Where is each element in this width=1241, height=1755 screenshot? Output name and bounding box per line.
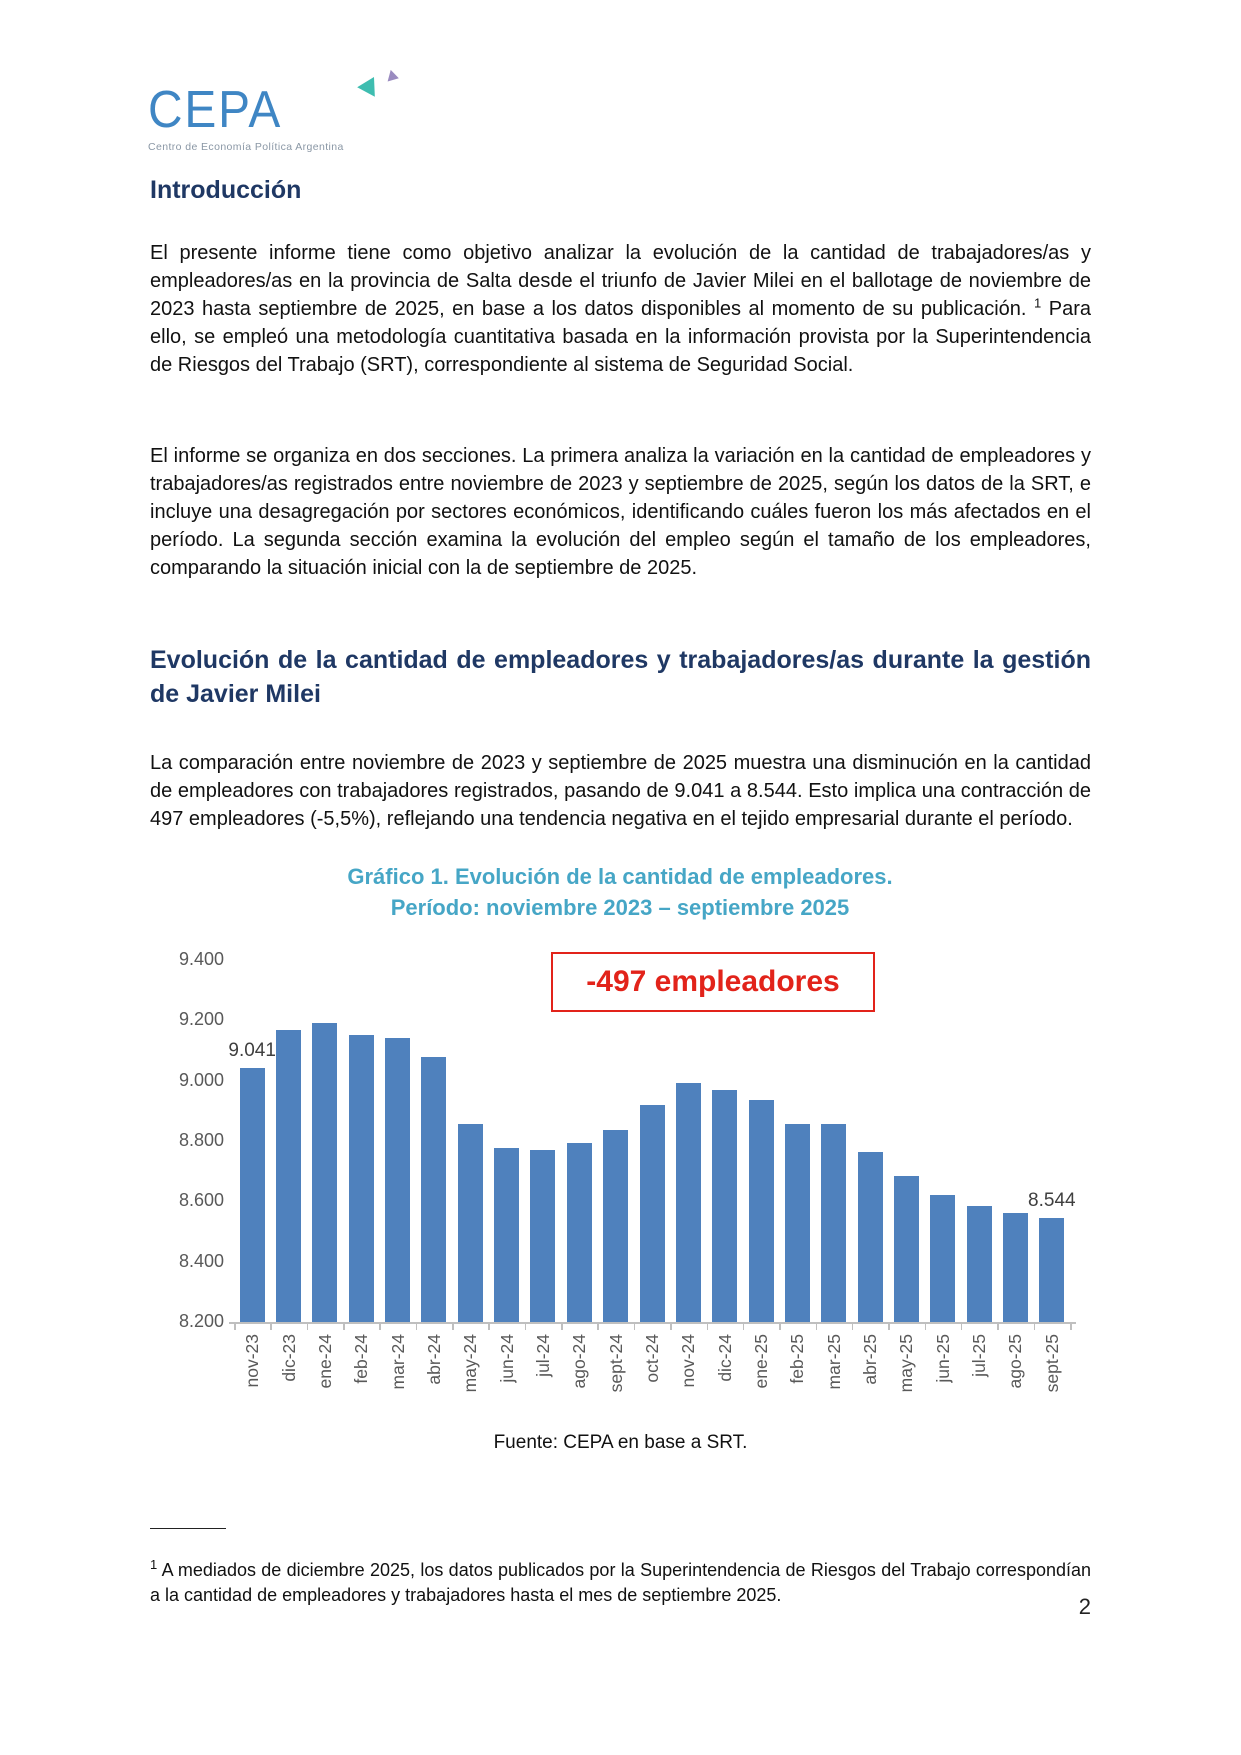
bar-jul-24 — [530, 1150, 555, 1322]
x-axis-tick — [452, 1324, 454, 1330]
footnote — [150, 1558, 1091, 1608]
x-axis-tick — [634, 1324, 636, 1330]
x-axis-label: dic-23 — [278, 1334, 299, 1382]
bar-jun-24 — [494, 1148, 519, 1322]
x-axis-label: jul-25 — [969, 1334, 990, 1377]
x-axis-label: abr-25 — [860, 1334, 881, 1385]
x-axis-label: ene-24 — [314, 1334, 335, 1389]
bar-ago-25 — [1003, 1213, 1028, 1322]
x-axis-tick — [270, 1324, 272, 1330]
x-axis-tick — [779, 1324, 781, 1330]
x-axis-tick — [888, 1324, 890, 1330]
bar-nov-23 — [240, 1068, 265, 1322]
x-axis-tick — [561, 1324, 563, 1330]
cepa-logo — [148, 81, 448, 153]
footnote-number: 1 — [150, 1557, 158, 1572]
footnote-reference: 1 — [1034, 295, 1042, 311]
intro-paragraph-1 — [150, 239, 1091, 379]
x-axis-label: feb-25 — [787, 1334, 808, 1384]
x-axis-tick — [1034, 1324, 1036, 1330]
x-axis-tick — [1070, 1324, 1072, 1330]
bar-feb-24 — [349, 1035, 374, 1322]
x-axis-tick — [743, 1324, 745, 1330]
page-number: 2 — [1078, 1594, 1091, 1619]
x-axis-label: ene-25 — [751, 1334, 772, 1389]
bar-ene-24 — [312, 1023, 337, 1322]
x-axis-label: abr-24 — [423, 1334, 444, 1385]
x-axis-line — [229, 1322, 1076, 1324]
footnote-text: A mediados de diciembre 2025, los datos publicados por la Superintendencia de Riesgos del Trabajo correspondían a la cantidad de empleadores y trabajadores hasta el mes de septiembre 2025. — [150, 1560, 1092, 1605]
chart-title — [170, 861, 1070, 923]
x-axis-tick — [379, 1324, 381, 1330]
bar-oct-24 — [640, 1105, 665, 1322]
y-axis-tick-label: 9.200 — [178, 1009, 224, 1030]
bar-value-label: 9.041 — [228, 1040, 276, 1062]
chart-source: Fuente: CEPA en base a SRT. — [493, 1432, 748, 1453]
bar-abr-25 — [858, 1152, 883, 1322]
x-axis-tick — [852, 1324, 854, 1330]
x-axis-label: feb-24 — [351, 1334, 372, 1384]
x-axis-label: ago-24 — [569, 1334, 590, 1389]
x-axis-tick — [525, 1324, 527, 1330]
section-paragraph-1: La comparación entre noviembre de 2023 y septiembre de 2025 muestra una disminución en la cantidad de empleadores con trabajadores registrados, pasando de 9.041 a 8.544. Esto implica una contracción de 497 empleadores (-5,5%), reflejando una tendencia negativa en el tejido empresarial durante el período. — [150, 752, 1091, 830]
y-axis-tick-label: 8.200 — [178, 1311, 224, 1331]
x-axis-label: jun-25 — [932, 1334, 953, 1383]
x-axis-tick — [997, 1324, 999, 1330]
x-axis-tick — [234, 1324, 236, 1330]
bar-value-label: 8.544 — [1028, 1190, 1076, 1212]
x-axis-tick — [597, 1324, 599, 1330]
x-axis-label: jun-24 — [496, 1334, 517, 1383]
chart-title-line2: Período: noviembre 2023 – septiembre 2025 — [390, 895, 850, 920]
section-heading: Evolución de la cantidad de empleadores y trabajadores/as durante la gestión de Javier Milei — [150, 646, 1091, 708]
bar-jun-25 — [930, 1195, 955, 1322]
bar-sept-25 — [1039, 1218, 1064, 1322]
bar-dic-24 — [712, 1090, 737, 1322]
chart-annotation: -497 empleadores — [551, 952, 875, 1012]
x-axis-tick — [307, 1324, 309, 1330]
x-axis-tick — [416, 1324, 418, 1330]
x-axis-label: may-24 — [460, 1334, 481, 1393]
logo-tagline: Centro de Economía Política Argentina — [148, 141, 344, 153]
bar-nov-24 — [676, 1083, 701, 1322]
bar-ago-24 — [567, 1143, 592, 1322]
employers-bar-chart — [150, 940, 1091, 1430]
bar-may-24 — [458, 1124, 483, 1322]
x-axis-label: mar-25 — [823, 1334, 844, 1390]
chart-plot-area — [150, 940, 1091, 1430]
x-axis-label: mar-24 — [387, 1334, 408, 1390]
bar-mar-24 — [385, 1038, 410, 1322]
bar-dic-23 — [276, 1030, 301, 1322]
intro-paragraph-2: El informe se organiza en dos secciones. La primera analiza la variación en la cantidad de empleadores y trabajadores/as registrados entre noviembre de 2023 y septiembre de 2025, según los datos de la SRT, e incluye una desagregación por sectores económicos, identificando cuáles fueron los más afectados en el período. La segunda sección examina la evolución del empleo según el tamaño de los empleadores, comparando la situación inicial con la de septiembre de 2025. — [150, 445, 1091, 579]
x-axis-label: jul-24 — [532, 1334, 553, 1377]
x-axis-label: nov-23 — [242, 1334, 263, 1388]
y-axis-tick-label: 9.400 — [178, 949, 224, 969]
x-axis-label: dic-24 — [714, 1334, 735, 1382]
x-axis-tick — [488, 1324, 490, 1330]
bar-jul-25 — [967, 1206, 992, 1322]
intro-paragraph-1-text: El presente informe tiene como objetivo analizar la evolución de la cantidad de trabajadores/as y empleadores/as en la provincia de Salta desde el triunfo de Javier Milei en el ballotage de noviembre de 2023 hasta septiembre de 2025, en base a los datos disponibles al momento de su publicación. — [150, 242, 1091, 320]
logo-wordmark: CEPA — [148, 81, 283, 139]
bar-sept-24 — [603, 1130, 628, 1322]
x-axis-tick — [670, 1324, 672, 1330]
y-axis-tick-label: 8.800 — [178, 1130, 224, 1150]
y-axis-tick-label: 8.600 — [178, 1190, 224, 1211]
x-axis-label: oct-24 — [642, 1334, 662, 1383]
bar-ene-25 — [749, 1100, 774, 1322]
y-axis-tick-label: 8.400 — [178, 1250, 224, 1271]
x-axis-tick — [816, 1324, 818, 1330]
chart-title-line1: Gráfico 1. Evolución de la cantidad de empleadores. — [347, 864, 893, 889]
intro-heading: Introducción — [150, 176, 302, 204]
bar-abr-24 — [421, 1057, 446, 1322]
x-axis-label: nov-24 — [678, 1334, 699, 1388]
bar-may-25 — [894, 1176, 919, 1322]
x-axis-label: ago-25 — [1005, 1334, 1026, 1389]
x-axis-tick — [343, 1324, 345, 1330]
intro-paragraph-1-continuation: Para ello, se empleó una metodología cuantitativa basada en la información provista por la Superintendencia de Riesgos del Trabajo (SRT), correspondiente al sistema de Seguridad Social. — [150, 298, 1091, 376]
x-axis-tick — [925, 1324, 927, 1330]
y-axis-tick-label: 9.000 — [178, 1069, 224, 1090]
x-axis-tick — [961, 1324, 963, 1330]
logo-small-triangle-icon — [388, 70, 401, 84]
footnote-separator — [150, 1528, 226, 1529]
x-axis-tick — [707, 1324, 709, 1330]
bar-mar-25 — [821, 1124, 846, 1322]
x-axis-label: may-25 — [896, 1334, 917, 1393]
x-axis-label: sept-24 — [605, 1334, 626, 1393]
x-axis-label: sept-25 — [1041, 1334, 1062, 1393]
bar-feb-25 — [785, 1124, 810, 1322]
